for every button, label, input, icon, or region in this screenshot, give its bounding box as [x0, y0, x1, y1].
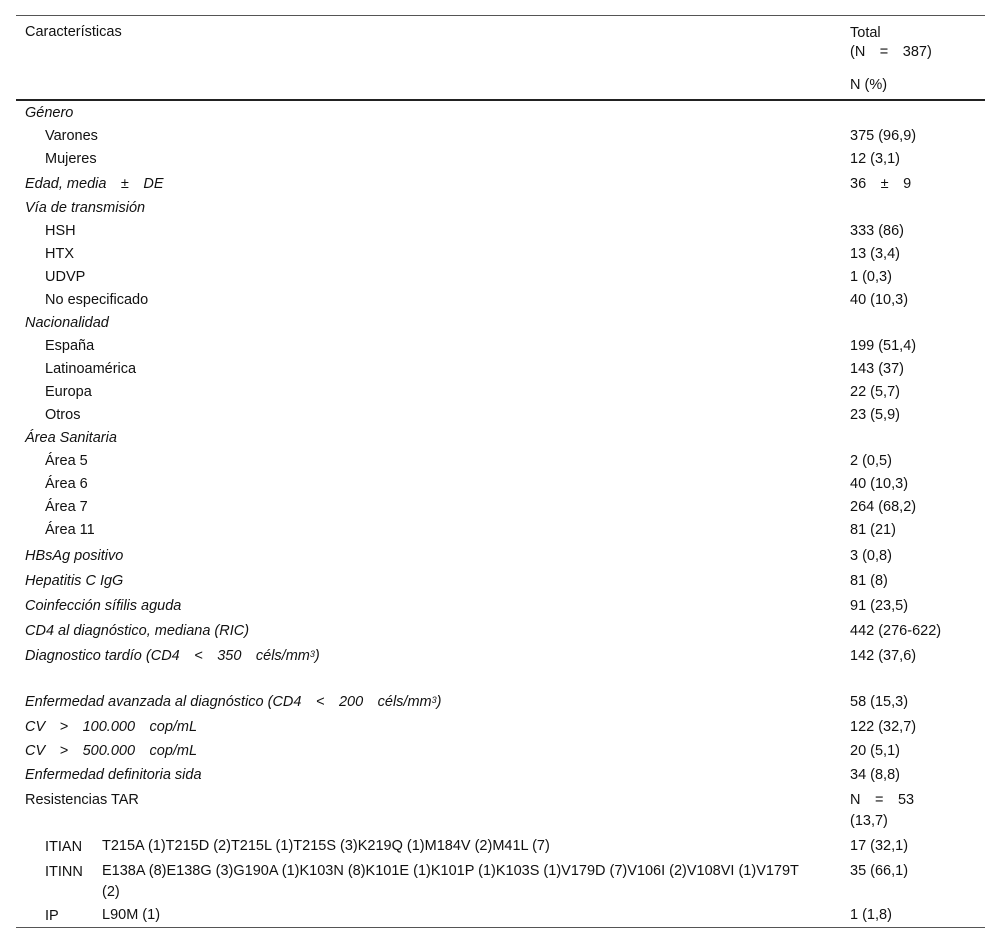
table-row	[16, 171, 985, 197]
row-label: No especificado	[45, 292, 149, 308]
row-value: 81 (21)	[850, 522, 896, 538]
row-label: Mujeres	[45, 151, 97, 167]
row-value: 375 (96,9)	[850, 128, 917, 144]
row-label: Otros	[45, 407, 81, 423]
row-value: 12 (3,1)	[850, 151, 900, 167]
header-total-label: Total	[850, 25, 881, 41]
row-value	[840, 790, 985, 832]
table-row	[16, 905, 985, 928]
row-label: Resistencias TAR	[25, 792, 139, 808]
row-label: Género	[25, 105, 74, 121]
row-value: 1 (0,3)	[850, 269, 892, 285]
row-label	[16, 644, 840, 669]
table-row	[16, 763, 985, 788]
table-header	[16, 16, 985, 99]
row-label-sup: 3	[309, 649, 315, 659]
table-row	[16, 266, 985, 289]
row-value: 40 (10,3)	[850, 292, 909, 308]
table-row	[16, 644, 985, 690]
table-row	[16, 715, 985, 739]
row-label: CD4 al diagnóstico, mediana (RIC)	[25, 623, 250, 639]
row-label: UDVP	[45, 269, 86, 285]
row-mutations: T215A (1)T215D (2)T215L (1)T215S (3)K219Q (1)M184V (2)M41L (7)	[102, 838, 550, 854]
row-label: Área Sanitaria	[25, 430, 117, 446]
row-label-sup: 3	[431, 695, 437, 705]
row-value: 142 (37,6)	[850, 648, 917, 664]
table-row	[16, 836, 985, 859]
table-row	[16, 197, 985, 220]
table-row	[16, 790, 985, 832]
table-row	[16, 125, 985, 148]
row-label: Área 7	[45, 499, 88, 515]
row-value: 91 (23,5)	[850, 598, 909, 614]
table-row	[16, 358, 985, 381]
row-value: 34 (8,8)	[850, 767, 900, 783]
table-body	[16, 101, 985, 928]
row-label: ITIAN	[45, 839, 83, 855]
header-unit: N (%)	[850, 77, 888, 93]
row-value: 35 (66,1)	[850, 863, 909, 879]
row-label: Vía de transmisión	[25, 200, 146, 216]
row-value: 40 (10,3)	[850, 476, 909, 492]
table-row	[16, 543, 985, 569]
table-row	[16, 335, 985, 358]
row-label-text: Diagnostico tardío (CD4 < 350 céls/mm	[25, 648, 310, 664]
table-row	[16, 404, 985, 427]
row-value: 20 (5,1)	[850, 743, 900, 759]
characteristics-table	[16, 15, 985, 928]
row-label	[16, 690, 840, 715]
table-row	[16, 519, 985, 542]
row-label-close: )	[436, 694, 442, 710]
table-row	[16, 594, 985, 619]
resist-pct: (13,7)	[850, 813, 888, 829]
header-total-n: (N = 387)	[850, 44, 932, 60]
table-row	[16, 220, 985, 243]
table-row	[16, 450, 985, 473]
row-label: HBsAg positivo	[25, 548, 124, 564]
row-label: España	[45, 338, 95, 354]
row-mutations: L90M (1)	[102, 907, 161, 923]
table-row	[16, 289, 985, 312]
row-value: 58 (15,3)	[850, 694, 909, 710]
row-value: 2 (0,5)	[850, 453, 892, 469]
row-label: IP	[45, 908, 59, 924]
row-label: Varones	[45, 128, 98, 144]
table-row	[16, 569, 985, 594]
table-row	[16, 381, 985, 404]
row-label: CV > 100.000 cop/mL	[25, 719, 198, 735]
row-value: 23 (5,9)	[850, 407, 900, 423]
row-label: Enfermedad definitoria sida	[25, 767, 202, 783]
table-row	[16, 148, 985, 171]
row-label: Hepatitis C IgG	[25, 573, 124, 589]
row-value: 199 (51,4)	[850, 338, 917, 354]
table-row	[16, 496, 985, 519]
row-value: 13 (3,4)	[850, 246, 900, 262]
row-label: Nacionalidad	[25, 315, 109, 331]
table-row	[16, 243, 985, 266]
row-value: 17 (32,1)	[850, 838, 909, 854]
row-value: 143 (37)	[850, 361, 905, 377]
table-row	[16, 473, 985, 496]
row-label: HSH	[45, 223, 76, 239]
row-value: 1 (1,8)	[850, 907, 892, 923]
table-row	[16, 861, 985, 903]
row-label: Coinfección sífilis aguda	[25, 598, 182, 614]
resist-n: N = 53	[850, 792, 915, 808]
row-label: Latinoamérica	[45, 361, 137, 377]
row-value: 264 (68,2)	[850, 499, 917, 515]
row-value: 81 (8)	[850, 573, 888, 589]
table-bottom-rule	[16, 927, 985, 928]
row-value: 122 (32,7)	[850, 719, 917, 735]
row-mutations: E138A (8)E138G (3)G190A (1)K103N (8)K101E (1)K101P (1)K103S (1)V179D (7)V106I (2)V108VI (1)V179T (2)	[102, 863, 799, 900]
row-label: HTX	[45, 246, 74, 262]
header-characteristics: Características	[25, 24, 122, 40]
row-label-close: )	[314, 648, 320, 664]
row-label: Área 5	[45, 453, 88, 469]
table-row	[16, 427, 985, 450]
table-row	[16, 690, 985, 715]
table-row	[16, 102, 985, 125]
row-value: 333 (86)	[850, 223, 905, 239]
row-label: ITINN	[45, 864, 83, 880]
row-value: 442 (276-622)	[850, 623, 942, 639]
row-value: 22 (5,7)	[850, 384, 900, 400]
table-row	[16, 312, 985, 335]
row-value: 36 ± 9	[850, 176, 912, 192]
row-label: CV > 500.000 cop/mL	[25, 743, 198, 759]
row-label: Área 6	[45, 476, 88, 492]
header-total	[840, 16, 985, 95]
row-label: Edad, media ± DE	[25, 176, 164, 192]
row-label-text: Enfermedad avanzada al diagnóstico (CD4 < 200 céls/mm	[25, 694, 432, 710]
row-label: Área 11	[45, 522, 95, 538]
table-row	[16, 739, 985, 763]
table-row	[16, 619, 985, 644]
row-label: Europa	[45, 384, 92, 400]
row-value: 3 (0,8)	[850, 548, 892, 564]
